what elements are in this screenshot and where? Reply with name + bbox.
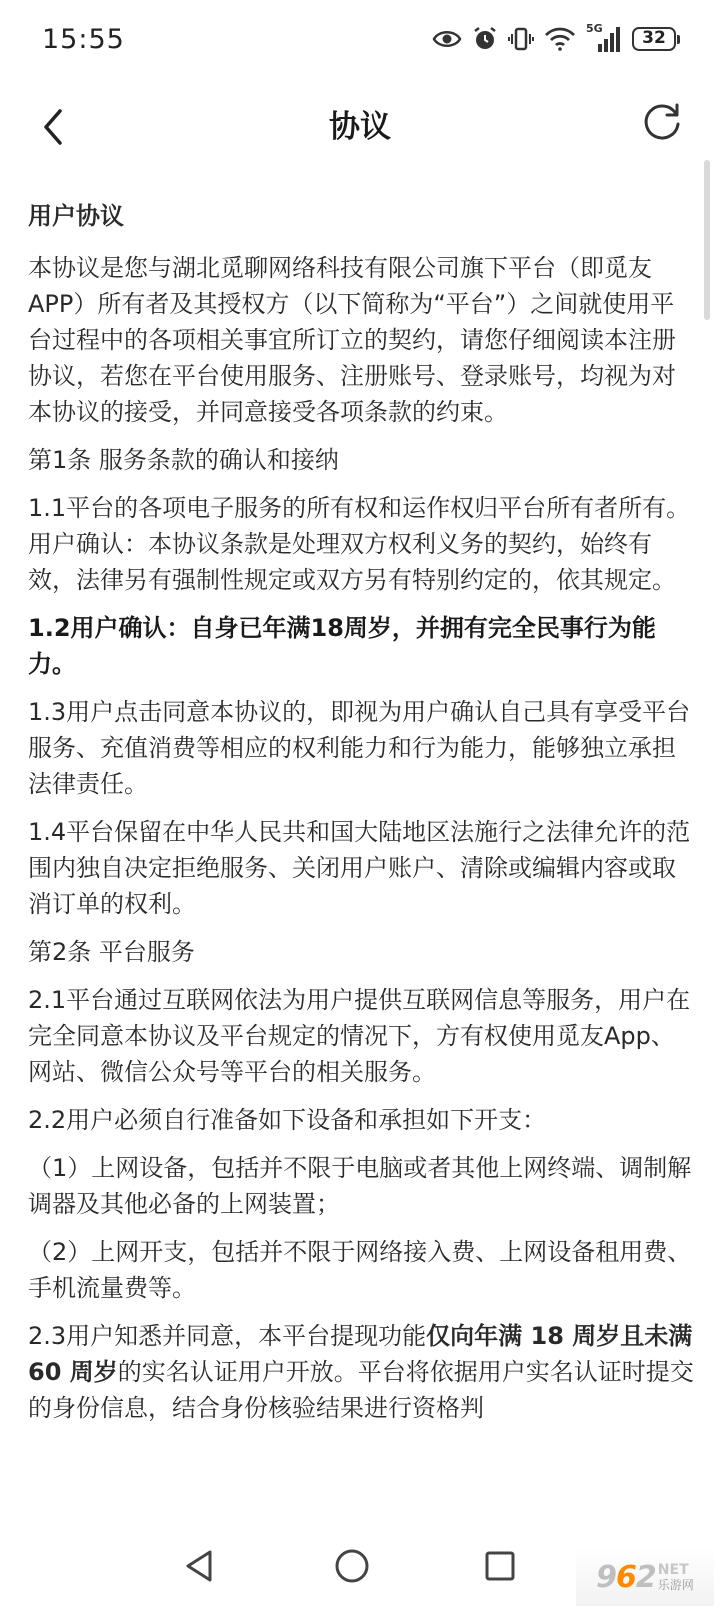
clause-2-3-bold: 仅向年满 18 周岁且未满 60 周岁 (28, 1322, 693, 1386)
status-icons (432, 22, 680, 52)
app-bar (0, 84, 720, 192)
scrollbar-thumb[interactable] (704, 160, 710, 320)
clause-1-4: 1.4平台保留在中华人民共和国大陆地区法施行之法律允许的范围内独自决定拒绝服务、关闭用户账户、清除或编辑内容或取消订单的权利。 (28, 818, 691, 918)
nav-recents-button[interactable] (480, 1546, 520, 1590)
battery (632, 27, 680, 51)
article-1-title: 第1条 服务条款的确认和接纳 (28, 446, 339, 474)
status-bar (0, 0, 720, 84)
site-watermark (576, 1548, 714, 1606)
nav-back-button[interactable] (180, 1546, 220, 1590)
agreement-heading: 用户协议 (28, 202, 124, 230)
circle-home-icon (332, 1546, 372, 1586)
watermark-net: NET (657, 1562, 689, 1578)
watermark-logo: 962 (596, 1559, 656, 1595)
agreement-intro: 本协议是您与湖北觅聊网络科技有限公司旗下平台（即觅友APP）所有者及其授权方（以下简称为“平台”）之间就使用平台过程中的各项相关事宜所订立的契约，请您仔细阅读本注册协议，若您在平台使用服务、注册账号、登录账号，均视为对本协议的接受，并同意接受各项条款的约束。 (28, 254, 676, 426)
agreement-content[interactable] (28, 196, 694, 1528)
page-title: 协议 (329, 109, 391, 145)
signal-5g-label: 5G (586, 22, 603, 35)
clause-1-3: 1.3用户点击同意本协议的，即视为用户确认自己具有享受平台服务、充值消费等相应的权利能力和行为能力，能够独立承担法律责任。 (28, 698, 691, 798)
clause-2-3-pre: 2.3用户知悉并同意，本平台提现功能 (28, 1322, 427, 1350)
eye-icon (432, 28, 462, 50)
signal-bars-icon (586, 26, 622, 52)
watermark-sub: 乐游网 (657, 1578, 694, 1592)
square-recents-icon (480, 1546, 520, 1586)
clause-2-2: 2.2用户必须自行准备如下设备和承担如下开支： (28, 1106, 547, 1134)
clause-2-2-item-1: （1）上网设备，包括并不限于电脑或者其他上网终端、调制解调器及其他必备的上网装置； (28, 1154, 692, 1218)
clause-1-2: 1.2用户确认：自身已年满18周岁，并拥有完全民事行为能力。 (28, 614, 656, 678)
triangle-back-icon (180, 1546, 220, 1586)
clause-1-1: 1.1平台的各项电子服务的所有权和运作权归平台所有者所有。用户确认：本协议条款是处理双方权利义务的契约，始终有效，法律另有强制性规定或双方另有特别约定的，依其规定。 (28, 494, 691, 594)
nav-home-button[interactable] (332, 1546, 372, 1590)
clause-2-3 (28, 1318, 694, 1426)
vibrate-icon (508, 26, 534, 52)
system-nav-bar (0, 1528, 720, 1610)
watermark-side (658, 1562, 694, 1592)
article-2-title: 第2条 平台服务 (28, 938, 195, 966)
cell-signal (586, 22, 622, 52)
refresh-icon (640, 100, 684, 144)
battery-cap (677, 35, 680, 44)
clause-2-1: 2.1平台通过互联网依法为用户提供互联网信息等服务，用户在完全同意本协议及平台规定的情况下，方有权使用觅友App、网站、微信公众号等平台的相关服务。 (28, 986, 691, 1086)
status-time: 15:55 (42, 24, 125, 55)
wifi-icon (544, 27, 576, 51)
battery-level: 32 (632, 27, 676, 51)
alarm-icon (472, 26, 498, 52)
refresh-button[interactable] (634, 94, 690, 150)
clause-2-2-item-2: （2）上网开支，包括并不限于网络接入费、上网设备租用费、手机流量费等。 (28, 1238, 692, 1302)
clause-2-3-post: 的实名认证用户开放。平台将依据用户实名认证时提交的身份信息，结合身份核验结果进行资格判 (28, 1358, 694, 1422)
